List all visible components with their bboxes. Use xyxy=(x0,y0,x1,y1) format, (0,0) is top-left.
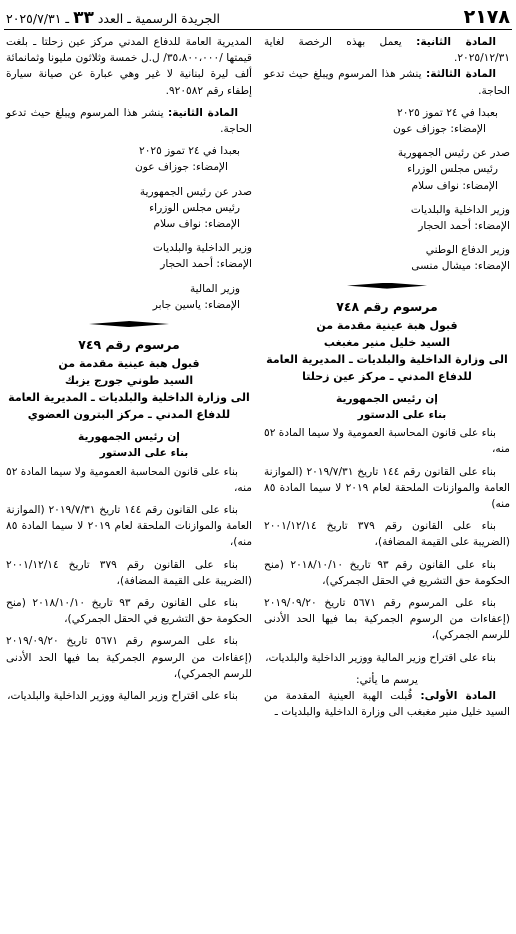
interior-minister-title: وزير الداخلية والبلديات xyxy=(410,203,510,216)
date-place: بعبدا في ٢٤ تموز ٢٠٢٥ xyxy=(397,106,498,119)
article-1-continued: المديرية العامة للدفاع المدني مركز عين زحلتا ـ بلغت قيمتها /٣٥،٨٠٠،٠٠٠/ ل.ل خمسة وثلاثون مليونا وثمانمائة ألف ليرة لبنانية لا غير وهي عبارة عن صيانة سيارة إطفاء رقم ٩٢٠٥٨٢. xyxy=(6,36,252,97)
signature-president: الإمضاء: جوزاف عون xyxy=(393,123,486,136)
interior-minister-title: وزير الداخلية والبلديات xyxy=(152,242,252,255)
article-text: ينشر هذا المرسوم ويبلغ حيث تدعو الحاجة. xyxy=(264,68,510,97)
legal-basis-2: بناء على القانون رقم ١٤٤ تاريخ ٢٠١٩/٧/٣١ (الموازنة العامة والموازنات الملحقة لعام ٢٠١٩ لا سيما المادة ٨٥ منه) xyxy=(264,465,510,511)
pm-title: رئيس مجلس الوزراء xyxy=(407,163,498,176)
section-divider xyxy=(264,283,510,289)
article-label: المادة الأولى: xyxy=(420,690,496,703)
president-heading: إن رئيس الجمهورية xyxy=(336,392,438,405)
issue-line xyxy=(6,8,220,28)
decree-subject-2: السيد خليل منير مغبغب xyxy=(323,335,451,349)
pm-signature: الإمضاء: نواف سلام xyxy=(153,218,240,231)
interior-minister-signature: الإمضاء: أحمد الحجار xyxy=(160,258,252,271)
page-header xyxy=(0,0,516,30)
article-1 xyxy=(264,688,510,720)
interior-minister-signature: الإمضاء: أحمد الحجار xyxy=(418,220,510,233)
issue-separator: ـ xyxy=(65,11,70,26)
issued-by: صدر عن رئيس الجمهورية xyxy=(397,147,510,160)
decree-subject-1: قبول هبة عينية مقدمة من xyxy=(58,357,200,371)
article-text: قُبلت الهبة العينية المقدمة من السيد خليل منير مغبغب الى وزارة الداخلية والبلديات ـ xyxy=(264,690,510,719)
decree-subject-4: للدفاع المدني ـ مركز عين زحلتا xyxy=(302,369,472,383)
legal-basis-4: بناء على القانون رقم ٩٣ تاريخ ٢٠١٨/١٠/١٠ (منح الحكومة حق التشريع في الحقل الجمركي)، xyxy=(264,558,510,587)
issued-by: صدر عن رئيس الجمهورية xyxy=(139,185,252,198)
article-label: المادة الثانية: xyxy=(416,36,496,48)
page-number: ٢١٧٨ xyxy=(463,6,510,28)
legal-basis-3: بناء على القانون رقم ٣٧٩ تاريخ ٢٠٠١/١٢/١٤ (الضريبة على القيمة المضافة)، xyxy=(6,558,252,587)
decree-title: مرسوم رقم ٧٤٨ xyxy=(336,298,438,314)
article-2 xyxy=(264,34,510,66)
pm-signature: الإمضاء: نواف سلام xyxy=(411,179,498,192)
president-heading: إن رئيس الجمهورية xyxy=(78,431,180,444)
legal-basis-2: بناء على القانون رقم ١٤٤ تاريخ ٢٠١٩/٧/٣١ (الموازنة العامة والموازنات الملحقة لعام ٢٠١٩ لا سيما المادة ٨٥ منه)، xyxy=(6,504,252,549)
section-divider xyxy=(6,321,252,327)
decree-subject-3: الى وزارة الداخلية والبلديات ـ المديرية العامة xyxy=(8,391,250,405)
article-label: المادة الثانية: xyxy=(167,106,238,119)
decree-title: مرسوم رقم ٧٤٩ xyxy=(78,337,180,353)
finance-minister-signature: الإمضاء: ياسين جابر xyxy=(152,298,240,311)
finance-minister-title: وزير المالية xyxy=(189,282,240,295)
header-rule xyxy=(4,29,512,30)
legal-basis-1: بناء على قانون المحاسبة العمومية ولا سيما المادة ٥٢ منه، xyxy=(264,427,510,456)
article-label: المادة الثالثة: xyxy=(425,68,496,81)
signature-president: الإمضاء: جوزاف عون xyxy=(135,161,228,174)
date-place: بعبدا في ٢٤ تموز ٢٠٢٥ xyxy=(139,145,240,158)
constitution-heading: بناء على الدستور xyxy=(357,409,447,422)
defense-minister-signature: الإمضاء: ميشال منسى xyxy=(411,260,510,273)
constitution-heading: بناء على الدستور xyxy=(99,447,189,460)
left-column xyxy=(6,34,252,704)
issue-number: ٣٣ xyxy=(73,8,94,28)
decree-subject-2: السيد طوني جورج يزبك xyxy=(64,374,194,388)
right-column xyxy=(264,34,510,721)
article-text: ينشر هذا المرسوم ويبلغ حيث تدعو الحاجة. xyxy=(6,106,252,136)
article-text: يعمل بهذه الرخصة لغاية ٢٠٢٥/١٢/٣١. xyxy=(264,36,510,65)
legal-basis-5: بناء على المرسوم رقم ٥٦٧١ تاريخ ٢٠١٩/٠٩/٢٠ (إعفاءات من الرسوم الجمركية بما فيها الحد الأدنى للرسم الجمركي)، xyxy=(6,635,252,680)
gazette-name: الجريدة الرسمية ـ العدد xyxy=(97,11,221,26)
legal-basis-5: بناء على المرسوم رقم ٥٦٧١ تاريخ ٢٠١٩/٠٩/٢٠ (إعفاءات من الرسوم الجمركية بما فيها الحد الأدنى للرسم الجمركي)، xyxy=(264,597,510,642)
article-3 xyxy=(264,66,510,98)
legal-basis-1: بناء على قانون المحاسبة العمومية ولا سيما المادة ٥٢ منه، xyxy=(6,465,252,494)
decree-phrase: يرسم ما يأتي: xyxy=(356,673,418,686)
legal-basis-4: بناء على القانون رقم ٩٣ تاريخ ٢٠١٨/١٠/١٠ (منح الحكومة حق التشريع في الحقل الجمركي)، xyxy=(6,597,252,626)
pm-title: رئيس مجلس الوزراء xyxy=(149,201,240,214)
issue-date: ٢٠٢٥/٧/٣١ xyxy=(6,11,62,26)
decree-subject-1: قبول هبة عينية مقدمة من xyxy=(316,318,458,332)
decree-subject-4: للدفاع المدني ـ مركز البترون العضوي xyxy=(27,408,231,422)
legal-basis-3: بناء على القانون رقم ٣٧٩ تاريخ ٢٠٠١/١٢/١٤ (الضريبة على القيمة المضافة)، xyxy=(264,520,510,549)
decree-subject-3: الى وزارة الداخلية والبلديات ـ المديرية العامة xyxy=(266,352,508,366)
defense-minister-title: وزير الدفاع الوطني xyxy=(425,244,510,257)
legal-basis-6: بناء على اقتراح وزير المالية ووزير الداخلية والبلديات، xyxy=(7,690,238,703)
article-2 xyxy=(6,105,252,137)
legal-basis-6: بناء على اقتراح وزير المالية ووزير الداخلية والبلديات، xyxy=(265,651,496,664)
